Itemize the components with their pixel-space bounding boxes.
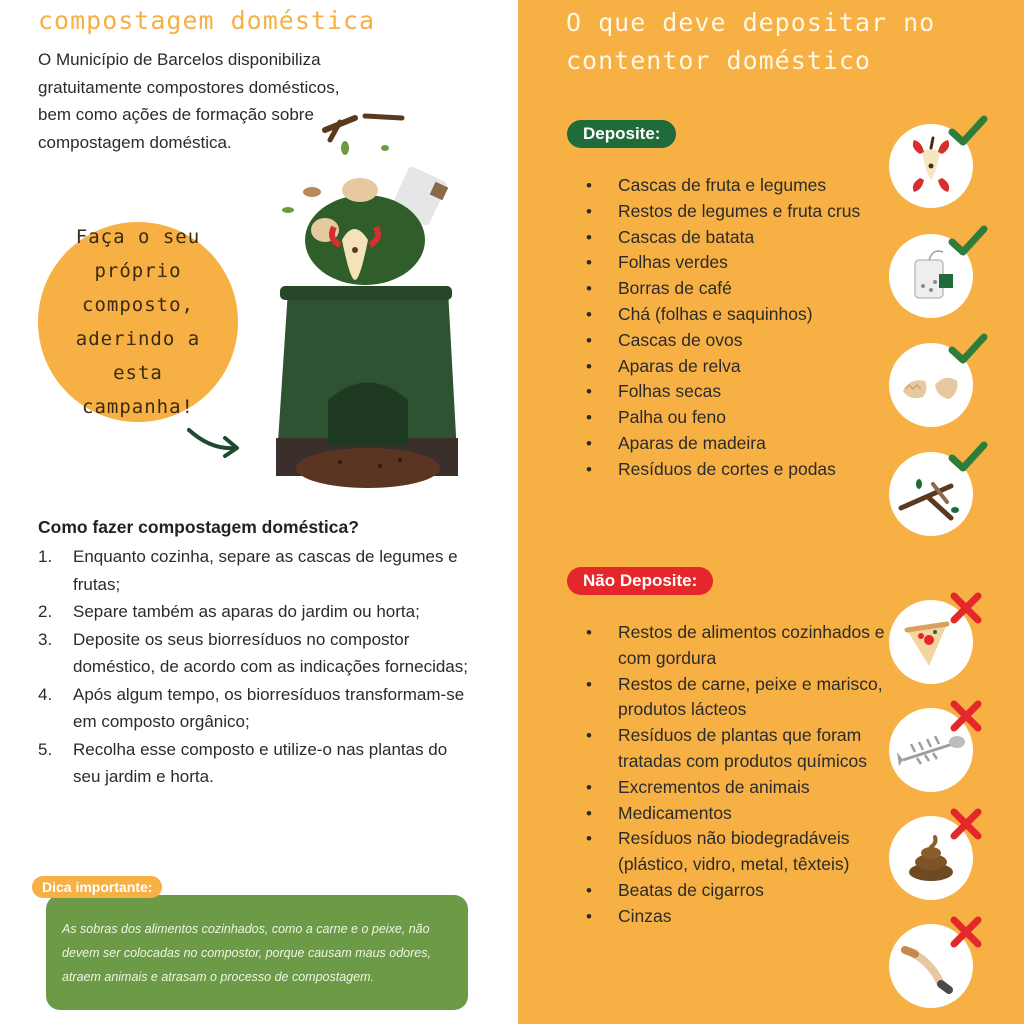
- howto-steps: [38, 543, 468, 791]
- cross-icon: [948, 914, 984, 950]
- list-item: • Restos de legumes e fruta crus: [586, 199, 876, 225]
- list-item: • Medicamentos: [586, 801, 886, 827]
- nodeposit-list: [586, 620, 886, 930]
- list-item: 4. Após algum tempo, os biorresíduos transformam-se em composto orgânico;: [38, 684, 465, 731]
- list-item: 1. Enquanto cozinha, separe as cascas de legumes e frutas;: [38, 547, 458, 594]
- list-item: • Resíduos não biodegradáveis (plástico, vidro, metal, têxteis): [586, 826, 886, 878]
- nodeposit-badge: Não Deposite:: [567, 567, 713, 595]
- list-item: • Cascas de fruta e legumes: [586, 173, 876, 199]
- campaign-text: Faça o seu próprio composto, aderindo a esta campanha!: [75, 226, 201, 418]
- list-item: • Cascas de ovos: [586, 328, 876, 354]
- tip-box: [46, 895, 468, 1010]
- left-panel: [0, 0, 505, 1024]
- list-item: • Restos de carne, peixe e marisco, produtos lácteos: [586, 672, 886, 724]
- list-item: 2. Separe também as aparas do jardim ou horta;: [38, 602, 420, 621]
- check-icon: [948, 332, 988, 366]
- deposit-badge: Deposite:: [567, 120, 676, 148]
- cross-icon: [948, 806, 984, 842]
- list-item: • Aparas de madeira: [586, 431, 876, 457]
- tip-badge: Dica importante:: [32, 876, 162, 898]
- deposit-list: [586, 173, 876, 483]
- list-item: • Aparas de relva: [586, 354, 876, 380]
- cross-icon: [948, 590, 984, 626]
- howto-title: Como fazer compostagem doméstica?: [38, 517, 359, 537]
- list-item: • Cinzas: [586, 904, 886, 930]
- arrow-icon: [185, 424, 245, 462]
- list-item: • Excrementos de animais: [586, 775, 886, 801]
- left-title: compostagem doméstica: [38, 6, 376, 35]
- right-title: O que deve depositar no contentor doméstico: [566, 8, 936, 75]
- list-item: • Restos de alimentos cozinhados e com gordura: [586, 620, 886, 672]
- tip-text: As sobras dos alimentos cozinhados, como a carne e o peixe, não devem ser colocadas no compostor, porque causam maus odores, atraem animais e atrasam o processo de compostagem.: [62, 922, 431, 984]
- list-item: • Folhas verdes: [586, 250, 876, 276]
- check-icon: [948, 224, 988, 258]
- list-item: 3. Deposite os seus biorresíduos no compostor doméstico, de acordo com as indicações fornecidas;: [38, 629, 468, 676]
- list-item: • Resíduos de cortes e podas: [586, 457, 876, 483]
- list-item: • Resíduos de plantas que foram tratadas com produtos químicos: [586, 723, 886, 775]
- intro-text: O Município de Barcelos disponibiliza gratuitamente compostores domésticos, bem como ações de formação sobre compostagem doméstica.: [38, 50, 340, 152]
- cross-icon: [948, 698, 984, 734]
- check-icon: [948, 440, 988, 474]
- check-icon: [948, 114, 988, 148]
- list-item: • Beatas de cigarros: [586, 878, 886, 904]
- list-item: • Borras de café: [586, 276, 876, 302]
- list-item: • Palha ou feno: [586, 405, 876, 431]
- list-item: • Folhas secas: [586, 379, 876, 405]
- list-item: 5. Recolha esse composto e utilize-o nas plantas do seu jardim e horta.: [38, 739, 448, 786]
- list-item: • Chá (folhas e saquinhos): [586, 302, 876, 328]
- list-item: • Cascas de batata: [586, 225, 876, 251]
